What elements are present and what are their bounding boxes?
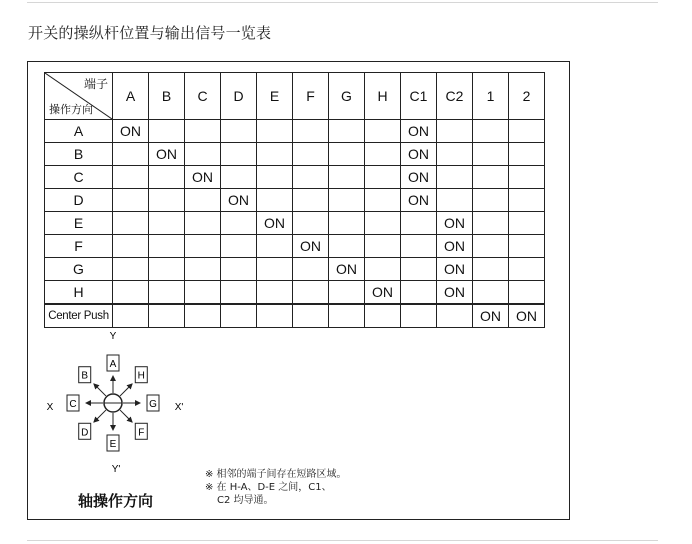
table-cell [293, 258, 329, 281]
table-cell [329, 235, 365, 258]
table-cell [221, 258, 257, 281]
table-cell [329, 166, 365, 189]
table-cell [257, 120, 293, 143]
row-header: A [45, 120, 113, 143]
table-cell [365, 235, 401, 258]
table-cell [149, 281, 185, 305]
table-cell [329, 212, 365, 235]
axis-label-x-prime: X' [174, 402, 184, 413]
table-cell: ON [401, 120, 437, 143]
table-cell [401, 281, 437, 305]
table-cell [293, 304, 329, 328]
row-header: Center Push [45, 304, 113, 328]
top-divider [27, 2, 658, 3]
table-cell [185, 143, 221, 166]
table-cell [437, 189, 473, 212]
table-cell [473, 281, 509, 305]
table-cell [257, 258, 293, 281]
table-cell [221, 235, 257, 258]
table-cell [365, 120, 401, 143]
table-cell: ON [149, 143, 185, 166]
note-line-3: C2 均导通。 [217, 495, 274, 506]
table-cell [473, 258, 509, 281]
table-cell [185, 258, 221, 281]
table-cell [149, 258, 185, 281]
table-cell [113, 189, 149, 212]
direction-label-f: F [138, 427, 145, 439]
table-cell [365, 304, 401, 328]
table-cell [329, 304, 365, 328]
table-cell [113, 166, 149, 189]
table-cell [473, 120, 509, 143]
table-cell [149, 304, 185, 328]
direction-label-c: C [69, 399, 77, 410]
table-row [45, 166, 545, 189]
table-cell [437, 304, 473, 328]
column-header: C2 [437, 73, 473, 120]
table-row [45, 281, 545, 305]
corner-label-terminal: 端子 [83, 77, 108, 91]
table-cell [149, 212, 185, 235]
table-cell [221, 120, 257, 143]
table-cell [113, 258, 149, 281]
table-cell: ON [437, 235, 473, 258]
table-corner-cell [45, 73, 113, 120]
direction-label-b: B [81, 370, 89, 382]
table-cell [365, 189, 401, 212]
row-header: H [45, 281, 113, 305]
table-row [45, 212, 545, 235]
table-cell: ON [257, 212, 293, 235]
table-cell [293, 166, 329, 189]
table-row [45, 258, 545, 281]
direction-label-a: A [109, 359, 117, 370]
column-header: C1 [401, 73, 437, 120]
table-cell [509, 143, 545, 166]
table-cell [257, 281, 293, 305]
table-cell [293, 281, 329, 305]
table-cell: ON [509, 304, 545, 328]
table-cell [149, 189, 185, 212]
direction-label-h: H [137, 370, 145, 382]
note-line-2: ※ 在 H-A、D-E 之间，C1、 [205, 482, 332, 493]
table-body [45, 120, 545, 328]
axis-label-x: X [46, 402, 54, 413]
table-cell [509, 258, 545, 281]
table-cell: ON [437, 281, 473, 305]
table-cell [473, 143, 509, 166]
table-cell [365, 166, 401, 189]
table-row [45, 304, 545, 328]
column-header: A [113, 73, 149, 120]
row-header: D [45, 189, 113, 212]
table-cell [365, 212, 401, 235]
column-header: 2 [509, 73, 545, 120]
row-header: E [45, 212, 113, 235]
table-cell [113, 235, 149, 258]
table-cell [257, 143, 293, 166]
column-header: H [365, 73, 401, 120]
table-cell [509, 166, 545, 189]
table-cell [221, 212, 257, 235]
column-header: G [329, 73, 365, 120]
table-cell [221, 304, 257, 328]
column-header: 1 [473, 73, 509, 120]
table-cell: ON [437, 212, 473, 235]
direction-label-e: E [109, 439, 117, 450]
table-cell: ON [185, 166, 221, 189]
table-cell [185, 212, 221, 235]
table-row [45, 189, 545, 212]
table-cell [509, 235, 545, 258]
direction-arrow-b [94, 384, 106, 396]
notes [205, 468, 347, 507]
table-cell [257, 235, 293, 258]
table-cell [473, 166, 509, 189]
table-cell [185, 235, 221, 258]
table-cell [293, 143, 329, 166]
table-cell [113, 143, 149, 166]
table-cell [329, 120, 365, 143]
column-header: D [221, 73, 257, 120]
table-cell [149, 166, 185, 189]
table-header-row [45, 73, 545, 120]
direction-arrow-f [120, 410, 132, 422]
direction-label-d: D [81, 427, 89, 439]
table-cell: ON [401, 189, 437, 212]
table-cell: ON [113, 120, 149, 143]
row-header: F [45, 235, 113, 258]
axis-label-y-prime: Y' [111, 464, 121, 475]
table-cell [509, 281, 545, 305]
table-cell [509, 120, 545, 143]
table-cell: ON [329, 258, 365, 281]
table-cell [437, 120, 473, 143]
table-row [45, 235, 545, 258]
table-cell [221, 166, 257, 189]
table-cell [473, 212, 509, 235]
table-cell [509, 189, 545, 212]
column-header: F [293, 73, 329, 120]
table-cell [185, 281, 221, 305]
table-cell [365, 258, 401, 281]
table-cell [293, 189, 329, 212]
table-cell [401, 304, 437, 328]
table-cell [221, 281, 257, 305]
table-row [45, 143, 545, 166]
corner-label-direction: 操作方向 [49, 104, 93, 116]
table-cell [149, 235, 185, 258]
table-cell [401, 212, 437, 235]
table-cell [401, 235, 437, 258]
table-cell [365, 143, 401, 166]
bottom-divider [27, 540, 658, 541]
table-cell [437, 143, 473, 166]
table-cell [257, 304, 293, 328]
table-cell [329, 189, 365, 212]
axis-label-y: Y [109, 331, 117, 342]
diagram-caption: 轴操作方向 [78, 492, 154, 510]
table-cell: ON [473, 304, 509, 328]
direction-arrow-d [94, 410, 106, 422]
table-cell [185, 189, 221, 212]
table-cell [293, 212, 329, 235]
table-cell [329, 143, 365, 166]
table-cell [113, 304, 149, 328]
table-cell [509, 212, 545, 235]
output-signal-table [44, 72, 545, 328]
row-header: G [45, 258, 113, 281]
row-header: C [45, 166, 113, 189]
direction-label-g: G [149, 399, 157, 410]
page-title: 开关的操纵杆位置与输出信号一览表 [28, 24, 272, 42]
table-cell [473, 189, 509, 212]
table-cell [257, 189, 293, 212]
table-cell: ON [365, 281, 401, 305]
table-cell [257, 166, 293, 189]
table-cell [293, 120, 329, 143]
table-cell [185, 120, 221, 143]
note-line-1: ※ 相邻的端子间存在短路区域。 [205, 469, 347, 480]
table-cell [473, 235, 509, 258]
table-cell: ON [401, 166, 437, 189]
table-cell: ON [401, 143, 437, 166]
table-cell [113, 212, 149, 235]
column-header: E [257, 73, 293, 120]
axis-direction-diagram [40, 328, 200, 476]
table-cell [185, 304, 221, 328]
table-cell [437, 166, 473, 189]
direction-arrow-h [120, 384, 132, 396]
table-cell [401, 258, 437, 281]
table-cell [329, 281, 365, 305]
table-cell: ON [437, 258, 473, 281]
table-cell: ON [293, 235, 329, 258]
table-cell [149, 120, 185, 143]
column-header: B [149, 73, 185, 120]
table-cell: ON [221, 189, 257, 212]
column-header: C [185, 73, 221, 120]
table-cell [221, 143, 257, 166]
table-cell [113, 281, 149, 305]
row-header: B [45, 143, 113, 166]
table-row [45, 120, 545, 143]
